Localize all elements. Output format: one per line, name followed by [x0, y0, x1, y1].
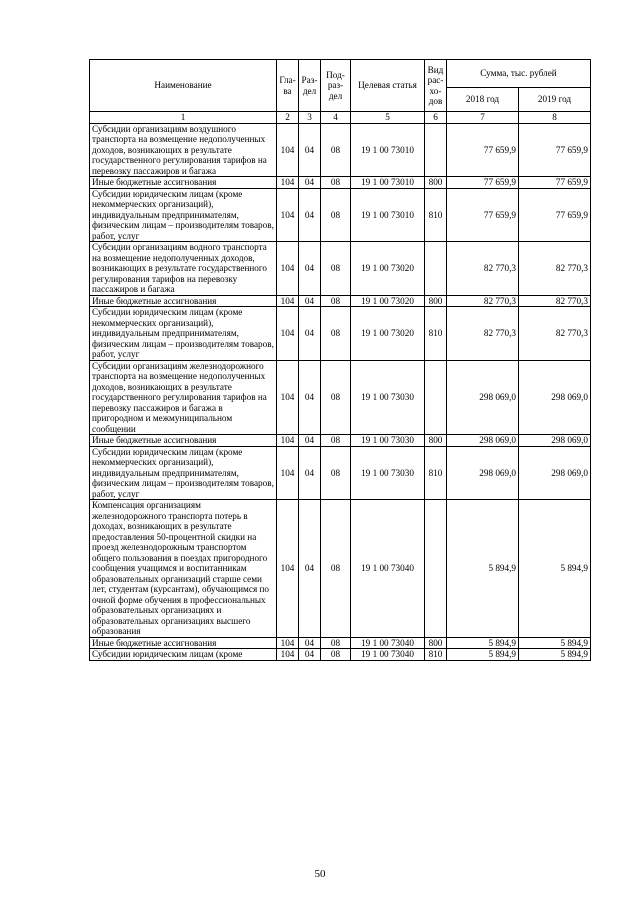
cell-razdel: 04 — [299, 500, 321, 638]
cell-amount-2019: 298 069,0 — [519, 360, 591, 435]
cell-vid: 800 — [425, 177, 447, 189]
cell-amount-2019: 82 770,3 — [519, 307, 591, 361]
table-row — [90, 435, 591, 447]
header-sum: Сумма, тыс. рублей — [447, 60, 591, 88]
cell-razdel: 04 — [299, 123, 321, 177]
cell-amount-2018: 5 894,9 — [447, 500, 519, 638]
cell-glava: 104 — [277, 637, 299, 649]
table-row — [90, 242, 591, 296]
cell-name: Иные бюджетные ассигнования — [90, 637, 277, 649]
table-row — [90, 446, 591, 500]
cell-glava: 104 — [277, 360, 299, 435]
cell-target: 19 1 00 73030 — [351, 446, 425, 500]
cell-razdel: 04 — [299, 307, 321, 361]
cell-amount-2018: 77 659,9 — [447, 188, 519, 242]
cell-amount-2019: 5 894,9 — [519, 649, 591, 661]
cell-vid: 810 — [425, 307, 447, 361]
cell-podrazdel: 08 — [321, 637, 351, 649]
column-number: 5 — [351, 112, 425, 124]
cell-vid: 800 — [425, 295, 447, 307]
cell-name: Субсидии организациям железнодорожного транспорта на возмещение недополученных доходов, возникающих в результате государственного регулирования тарифов на перевозку пассажиров и багажа в пригородном и межмуниципальном сообщении — [90, 360, 277, 435]
column-number: 6 — [425, 112, 447, 124]
cell-podrazdel: 08 — [321, 649, 351, 661]
header-glava: Гла-ва — [277, 60, 299, 112]
table-row — [90, 500, 591, 638]
column-number: 4 — [321, 112, 351, 124]
header-podrazdel: Под-раз-дел — [321, 60, 351, 112]
header-target: Целевая статья — [351, 60, 425, 112]
cell-amount-2019: 82 770,3 — [519, 295, 591, 307]
cell-vid — [425, 360, 447, 435]
cell-razdel: 04 — [299, 177, 321, 189]
cell-razdel: 04 — [299, 188, 321, 242]
cell-podrazdel: 08 — [321, 500, 351, 638]
column-numbers-row — [90, 112, 591, 124]
cell-target: 19 1 00 73010 — [351, 188, 425, 242]
cell-podrazdel: 08 — [321, 188, 351, 242]
cell-vid — [425, 123, 447, 177]
cell-name: Субсидии юридическим лицам (кроме некоммерческих организаций), индивидуальным предпринимателям, физическим лицам – производителям товаров, работ, услуг — [90, 188, 277, 242]
cell-target: 19 1 00 73020 — [351, 295, 425, 307]
cell-glava: 104 — [277, 435, 299, 447]
cell-amount-2019: 298 069,0 — [519, 446, 591, 500]
cell-podrazdel: 08 — [321, 177, 351, 189]
cell-razdel: 04 — [299, 360, 321, 435]
cell-vid: 800 — [425, 637, 447, 649]
cell-podrazdel: 08 — [321, 360, 351, 435]
cell-amount-2018: 298 069,0 — [447, 446, 519, 500]
cell-target: 19 1 00 73040 — [351, 500, 425, 638]
table-row — [90, 637, 591, 649]
cell-amount-2019: 82 770,3 — [519, 242, 591, 296]
cell-vid: 810 — [425, 188, 447, 242]
cell-razdel: 04 — [299, 649, 321, 661]
cell-target: 19 1 00 73030 — [351, 360, 425, 435]
header-year-2019: 2019 год — [519, 88, 591, 112]
cell-amount-2018: 5 894,9 — [447, 649, 519, 661]
cell-target: 19 1 00 73030 — [351, 435, 425, 447]
cell-amount-2019: 5 894,9 — [519, 500, 591, 638]
cell-podrazdel: 08 — [321, 307, 351, 361]
column-number: 2 — [277, 112, 299, 124]
cell-glava: 104 — [277, 188, 299, 242]
cell-amount-2019: 77 659,9 — [519, 177, 591, 189]
cell-name: Компенсация организациям железнодорожного транспорта потерь в доходах, возникающих в результате предоставления 50-процентной скидки на проезд железнодорожным транспортом общего пользования в поездах пригородного сообщения учащимся и воспитанникам образовательных организаций старше семи лет, студентам (курсантам), обучающимся по очной форме обучения в профессиональных образовательных организациях и образовательных организациях высшего образования — [90, 500, 277, 638]
cell-name: Иные бюджетные ассигнования — [90, 435, 277, 447]
header-year-2018: 2018 год — [447, 88, 519, 112]
cell-amount-2018: 77 659,9 — [447, 123, 519, 177]
cell-name: Иные бюджетные ассигнования — [90, 295, 277, 307]
cell-name: Субсидии юридическим лицам (кроме некоммерческих организаций), индивидуальным предпринимателям, физическим лицам – производителям товаров, работ, услуг — [90, 446, 277, 500]
cell-glava: 104 — [277, 242, 299, 296]
cell-target: 19 1 00 73020 — [351, 307, 425, 361]
table-row — [90, 295, 591, 307]
header-razdel: Раз-дел — [299, 60, 321, 112]
cell-vid — [425, 242, 447, 296]
cell-razdel: 04 — [299, 446, 321, 500]
cell-amount-2018: 77 659,9 — [447, 177, 519, 189]
cell-name: Субсидии юридическим лицам (кроме некоммерческих организаций), индивидуальным предпринимателям, физическим лицам – производителям товаров, работ, услуг — [90, 307, 277, 361]
budget-table — [89, 59, 591, 661]
cell-name: Иные бюджетные ассигнования — [90, 177, 277, 189]
cell-razdel: 04 — [299, 295, 321, 307]
cell-vid: 810 — [425, 649, 447, 661]
cell-amount-2018: 298 069,0 — [447, 435, 519, 447]
cell-glava: 104 — [277, 446, 299, 500]
cell-target: 19 1 00 73040 — [351, 649, 425, 661]
cell-amount-2019: 5 894,9 — [519, 637, 591, 649]
cell-amount-2018: 5 894,9 — [447, 637, 519, 649]
cell-amount-2018: 82 770,3 — [447, 295, 519, 307]
cell-amount-2019: 298 069,0 — [519, 435, 591, 447]
cell-amount-2019: 77 659,9 — [519, 123, 591, 177]
cell-target: 19 1 00 73020 — [351, 242, 425, 296]
table-row — [90, 177, 591, 189]
cell-razdel: 04 — [299, 242, 321, 296]
column-number: 7 — [447, 112, 519, 124]
cell-podrazdel: 08 — [321, 295, 351, 307]
cell-vid: 800 — [425, 435, 447, 447]
column-number: 1 — [90, 112, 277, 124]
cell-target: 19 1 00 73040 — [351, 637, 425, 649]
cell-target: 19 1 00 73010 — [351, 177, 425, 189]
header-vid: Вид рас-хо-дов — [425, 60, 447, 112]
table-row — [90, 307, 591, 361]
cell-glava: 104 — [277, 649, 299, 661]
cell-podrazdel: 08 — [321, 123, 351, 177]
cell-name: Субсидии организациям воздушного транспорта на возмещение недополученных доходов, возникающих в результате государственного регулирования тарифов на перевозку пассажиров и багажа — [90, 123, 277, 177]
cell-amount-2018: 82 770,3 — [447, 307, 519, 361]
table-body — [90, 123, 591, 660]
cell-razdel: 04 — [299, 637, 321, 649]
cell-glava: 104 — [277, 500, 299, 638]
cell-razdel: 04 — [299, 435, 321, 447]
table-row — [90, 360, 591, 435]
cell-glava: 104 — [277, 123, 299, 177]
cell-target: 19 1 00 73010 — [351, 123, 425, 177]
table-row — [90, 188, 591, 242]
cell-glava: 104 — [277, 307, 299, 361]
table-row — [90, 649, 591, 661]
cell-vid: 810 — [425, 446, 447, 500]
cell-glava: 104 — [277, 177, 299, 189]
header-name: Наименование — [90, 60, 277, 112]
cell-amount-2019: 77 659,9 — [519, 188, 591, 242]
cell-amount-2018: 82 770,3 — [447, 242, 519, 296]
page-number: 50 — [314, 868, 326, 880]
cell-name: Субсидии юридическим лицам (кроме — [90, 649, 277, 661]
cell-podrazdel: 08 — [321, 435, 351, 447]
column-number: 3 — [299, 112, 321, 124]
cell-vid — [425, 500, 447, 638]
cell-amount-2018: 298 069,0 — [447, 360, 519, 435]
column-number: 8 — [519, 112, 591, 124]
cell-glava: 104 — [277, 295, 299, 307]
cell-podrazdel: 08 — [321, 242, 351, 296]
table-row — [90, 123, 591, 177]
table-header-row — [90, 60, 591, 88]
cell-name: Субсидии организациям водного транспорта на возмещение недополученных доходов, возникающих в результате государственного регулирования тарифов на перевозку пассажиров и багажа — [90, 242, 277, 296]
cell-podrazdel: 08 — [321, 446, 351, 500]
